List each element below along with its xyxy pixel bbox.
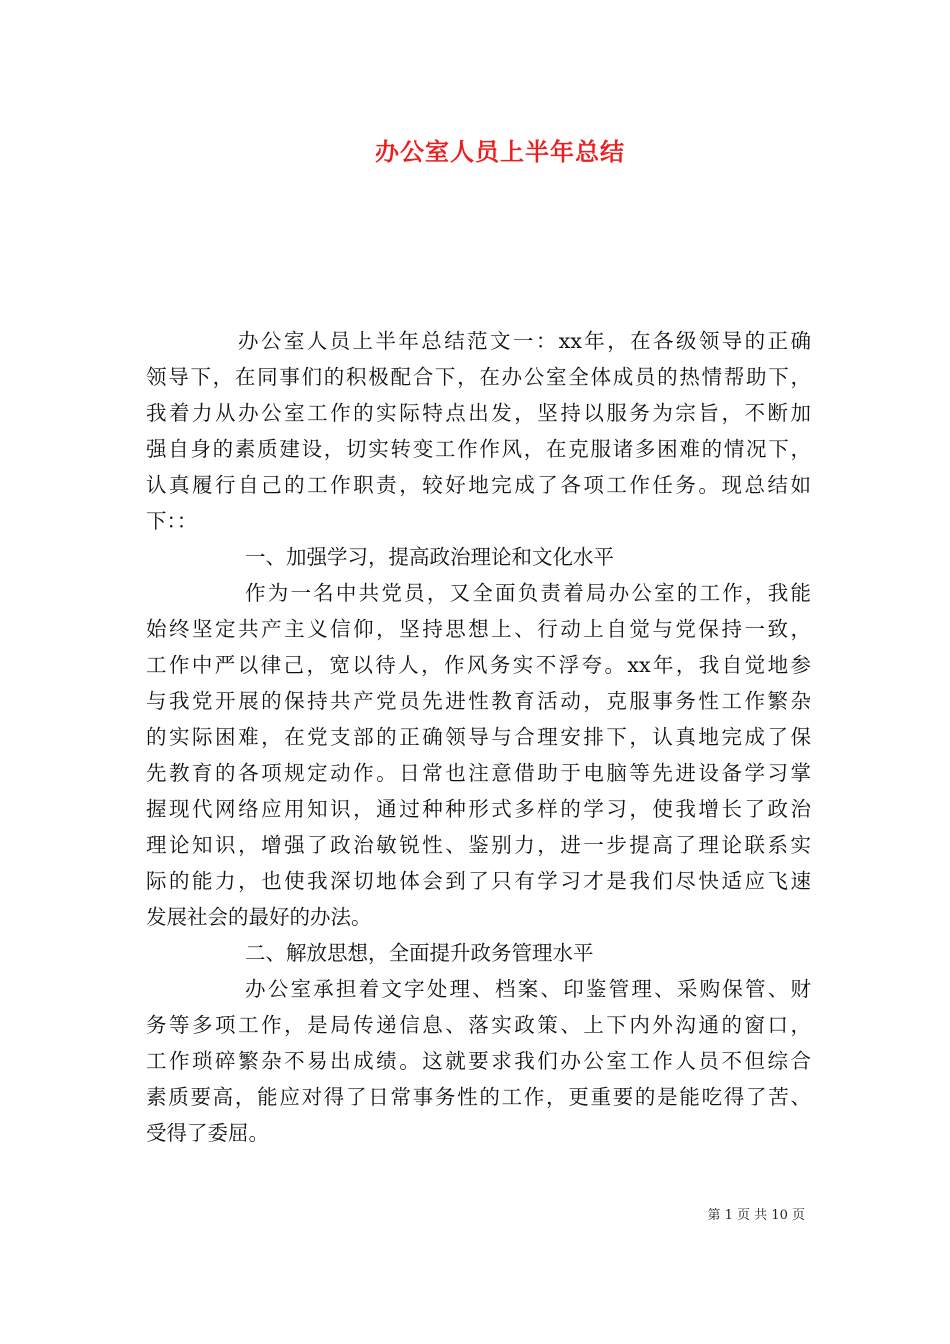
text-line: 强自身的素质建设，切实转变工作作风，在克服诸多困难的情况下，	[146, 437, 811, 461]
text-line: 与我党开展的保持共产党员先进性教育活动，克服事务性工作繁杂	[146, 689, 811, 713]
text-line: 办公室承担着文字处理、档案、印鉴管理、采购保管、财	[245, 977, 811, 1001]
page-number-footer: 第 1 页 共 10 页	[707, 1208, 805, 1223]
text-line: 下：：	[146, 509, 198, 533]
text-line: 认真履行自己的工作职责，较好地完成了各项工作任务。现总结如	[146, 473, 811, 497]
text-line: 素质要高，能应对得了日常事务性的工作，更重要的是能吃得了苦、	[146, 1085, 811, 1109]
text-line: 务等多项工作，是局传递信息、落实政策、上下内外沟通的窗口，	[146, 1013, 811, 1037]
text-line: 工作琐碎繁杂不易出成绩。这就要求我们办公室工作人员不但综合	[146, 1049, 811, 1073]
document-title: 办公室人员上半年总结	[375, 138, 625, 166]
text-line: 受得了委屈。	[146, 1121, 269, 1145]
text-line: 的实际困难，在党支部的正确领导与合理安排下，认真地完成了保	[146, 725, 811, 749]
text-line: 理论知识，增强了政治敏锐性、鉴别力，进一步提高了理论联系实	[146, 833, 811, 857]
text-line: 际的能力，也使我深切地体会到了只有学习才是我们尽快适应飞速	[146, 869, 811, 893]
text-line: 作为一名中共党员，又全面负责着局办公室的工作，我能	[245, 581, 811, 605]
text-line: 工作中严以律己，宽以待人，作风务实不浮夸。xx年，我自觉地参	[146, 653, 811, 677]
text-line: 发展社会的最好的办法。	[146, 905, 372, 929]
text-line: 始终坚定共产主义信仰，坚持思想上、行动上自觉与党保持一致，	[146, 617, 811, 641]
text-line: 握现代网络应用知识，通过种种形式多样的学习，使我增长了政治	[146, 797, 811, 821]
section-heading: 二、解放思想，全面提升政务管理水平	[245, 941, 594, 965]
text-line: 领导下，在同事们的积极配合下，在办公室全体成员的热情帮助下，	[146, 365, 811, 389]
text-line: 办公室人员上半年总结范文一：xx年，在各级领导的正确	[238, 329, 811, 353]
section-heading: 一、加强学习，提高政治理论和文化水平	[245, 545, 614, 569]
text-line: 先教育的各项规定动作。日常也注意借助于电脑等先进设备学习掌	[146, 761, 811, 785]
document-body	[146, 323, 811, 1151]
text-line: 我着力从办公室工作的实际特点出发，坚持以服务为宗旨，不断加	[146, 401, 811, 425]
